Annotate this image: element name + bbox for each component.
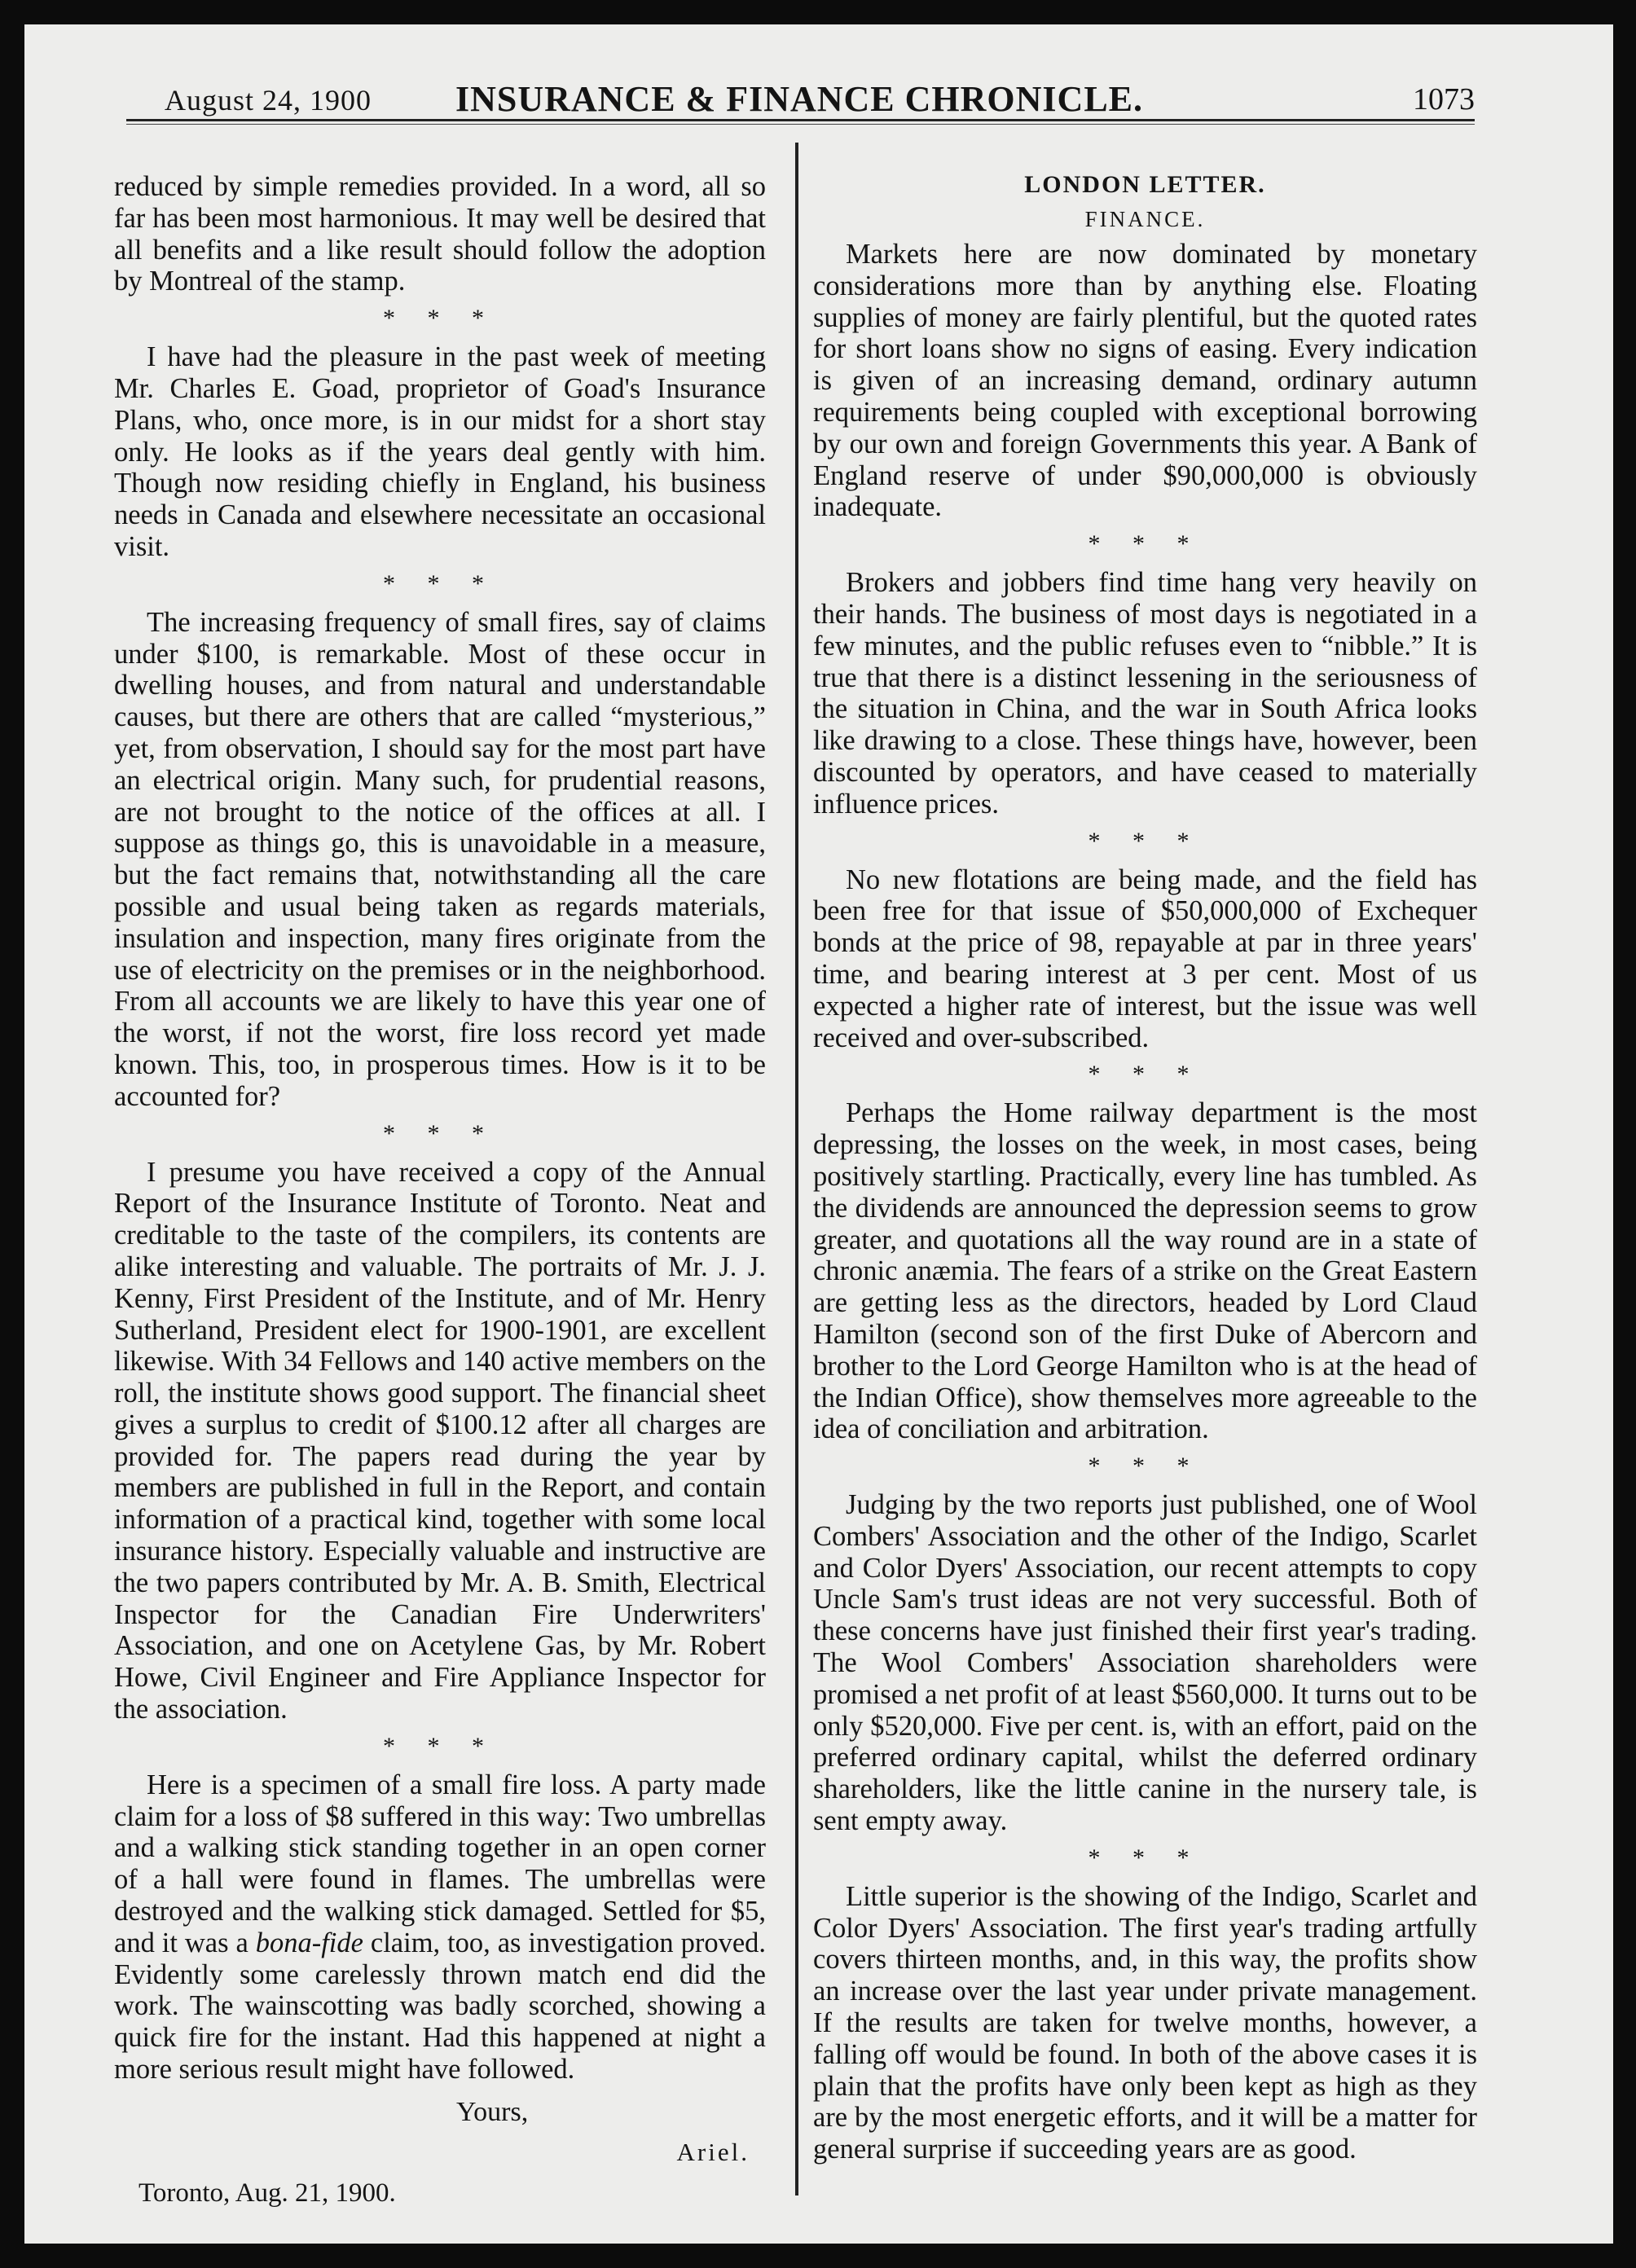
paragraph: I presume you have received a copy of the Annual Report of the Insurance Institute of Toronto. Neat and creditable to the taste of the compilers, its contents are alike interesting and valuable. The portraits of Mr. J. J. Kenny, First President of the Institute, and of Mr. Henry Sutherland, President elect for 1900-1901, are excellent likewise. With 34 Fellows and 140 active members on the roll, the institute shows good support. The financial sheet gives a surplus to credit of $100.12 after all charges are provided for. The papers read during the year by members are published in full in the Report, and contain information of a practical kind, together with some local insurance history. Especially valuable and instructive are the two papers contributed by Mr. A. B. Smith, Electrical Inspector for the Canadian Fire Underwriters' Association, and one on Acetylene Gas, by Mr. Robert Howe, Civil Engineer and Fire Appliance Inspector for the association.	[114, 1156, 766, 1725]
paragraph: Brokers and jobbers find time hang very heavily on their hands. The business of most days is negotiated in a few minutes, and the public refuses even to “nibble.” It is true that there is a distinct lessening in the seriousness of the situation in China, and the war in South Africa looks like drawing to a close. These things have, however, been discounted by operators, and have ceased to materially influence prices.	[813, 567, 1477, 820]
text-run: Here is a specimen of a small fire loss. A party made claim for a loss of $8 suffered in this way: Two umbrellas and a walking stick standing together in an open corner of a hall were found in flames. The umbrellas were destroyed and the walking stick damaged. Settled for $5, and it was a	[114, 1769, 766, 1958]
paragraph	[114, 1769, 766, 2086]
section-separator: * * *	[383, 1119, 497, 1147]
section-separator: * * *	[383, 305, 497, 332]
paragraph: Little superior is the showing of the Indigo, Scarlet and Color Dyers' Association. The first year's trading artfully covers thirteen months, and, in this way, the profits show an increase over the last year under private management. If the results are taken for twelve months, however, a falling off would be found. In both of the above cases it is plain that the profits have only been kept as high as they are by the most energetic efforts, and it will be a matter for general surprise if succeeding years are as good.	[813, 1880, 1477, 2165]
publication-title: INSURANCE & FINANCE CHRONICLE.	[455, 79, 1144, 119]
section-separator: * * *	[383, 1732, 497, 1760]
section-subtitle: FINANCE.	[1084, 207, 1206, 231]
column-divider	[795, 143, 798, 2195]
closing: Yours,	[456, 2096, 529, 2127]
paragraph: I have had the pleasure in the past week of meeting Mr. Charles E. Goad, proprietor of Goad's Insurance Plans, who, once more, is in our midst for a short stay only. He looks as if the years deal gently with him. Though now residing chiefly in England, his business needs in Canada and elsewhere necessitate an occasional visit.	[114, 341, 766, 562]
section-title: LONDON LETTER.	[1024, 171, 1266, 198]
text-run: claim, too, as investigation proved. Evidently some carelessly thrown match end did the work. The wainscotting was badly scorched, showing a quick fire for the instant. Had this happened at night a more serious result might have followed.	[114, 1927, 767, 2086]
issue-date: August 24, 1900	[165, 84, 372, 116]
right-column	[813, 171, 1477, 2183]
paragraph: The increasing frequency of small fires, say of claims under $100, is remarkable. Most of these occur in dwelling houses, and from natural and understandable causes, but there are others that are called “mysterious,” yet, from observation, I should say for the most part have an electrical origin. Many such, for prudential reasons, are not brought to the notice of the offices at all. I suppose as things go, this is unavoidable in a measure, but the fact remains that, notwithstanding all the care possible and usual being taken as regards materials, insulation and inspection, many fires originate from the use of electricity on the premises or in the neighborhood. From all accounts we are likely to have this year one of the worst, if not the worst, fire loss record yet made known. This, too, in prosperous times. How is it to be accounted for?	[114, 606, 766, 1112]
section-separator: * * *	[1088, 530, 1203, 558]
header-rule-thin	[126, 124, 1475, 125]
italic-term: bona-fide	[255, 1927, 363, 1958]
section-separator: * * *	[1088, 827, 1203, 855]
section-separator: * * *	[1088, 1061, 1203, 1088]
paragraph: Judging by the two reports just published, one of Wool Combers' Association and the other of the Indigo, Scarlet and Color Dyers' Association, our recent attempts to copy Uncle Sam's trust ideas are not very successful. Both of these concerns have just finished their first year's trading. The Wool Combers' Association shareholders were promised a net profit of at least $560,000. It turns out to be only $520,000. Five per cent. is, with an effort, paid on the preferred ordinary capital, whilst the deferred ordinary shareholders, like the little canine in the nursery tale, is sent empty away.	[813, 1489, 1477, 1837]
page-number: 1073	[1413, 82, 1475, 116]
section-separator: * * *	[1088, 1844, 1203, 1871]
header-rule	[126, 119, 1475, 121]
left-column	[114, 171, 767, 2208]
paragraph: Markets here are now dominated by monetary considerations more than by anything else. Floating supplies of money are fairly plentiful, but the quoted rates for short loans show no signs of easing. Every indication is given of an increasing demand, ordinary autumn requirements being coupled with exceptional borrowing by our own and foreign Governments this year. A Bank of England reserve of under $90,000,000 is obviously inadequate.	[813, 239, 1477, 523]
section-separator: * * *	[1088, 1453, 1203, 1480]
paragraph: Perhaps the Home railway department is the most depressing, the losses on the week, in most cases, being positively startling. Practically, every line has tumbled. As the dividends are announced the depression seems to grow greater, and quotations all the way round are in a state of chronic anæmia. The fears of a strike on the Great Eastern are getting less as the directors, headed by Lord Claud Hamilton (second son of the first Duke of Abercorn and brother to the Lord George Hamilton who is at the head of the Indian Office), show themselves more agreeable to the idea of conciliation and arbitration.	[813, 1097, 1477, 1445]
paragraph: No new flotations are being made, and the field has been free for that issue of $50,000,000 of Exchequer bonds at the price of 98, repayable at par in three years' time, and bearing interest at 3 per cent. Most of us expected a higher rate of interest, but the issue was well received and over-subscribed.	[813, 864, 1477, 1053]
dateline: Toronto, Aug. 21, 1900.	[139, 2178, 396, 2208]
paragraph: reduced by simple remedies provided. In a word, all so far has been most harmonious. It may well be desired that all benefits and a like result should follow the adoption by Montreal of the stamp.	[114, 171, 766, 297]
section-separator: * * *	[383, 569, 497, 597]
signature: Ariel.	[676, 2137, 750, 2166]
